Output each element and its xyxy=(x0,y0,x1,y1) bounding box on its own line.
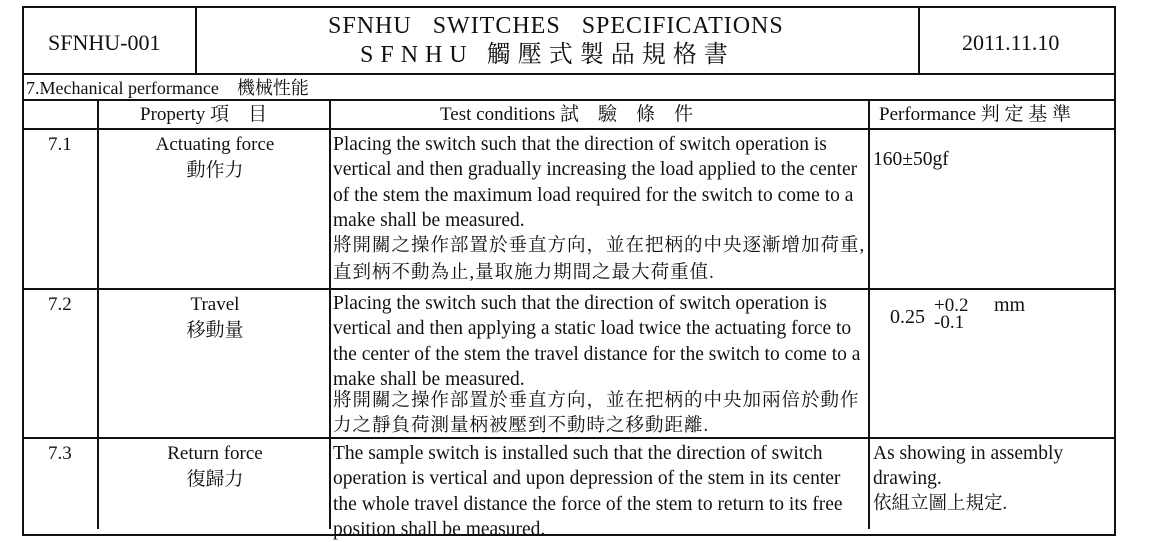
property-name-en: Actuating force xyxy=(155,134,275,155)
performance-value: As showing in assembly drawing. xyxy=(873,443,1064,489)
row-number: 7.3 xyxy=(48,443,72,464)
property-name-zh: 移動量 xyxy=(186,320,244,341)
test-conditions-zh: 將開關之操作部置於垂直方向，並在把柄的中央逐漸增加荷重,直到柄不動為止,量取施力期間之最大荷重值. xyxy=(333,236,866,283)
performance-value: 0.25 xyxy=(890,306,925,328)
test-conditions-en: Placing the switch such that the direction of switch operation is vertical and then applying a static load twice the actuating force to the center of the stem the travel distance for the switch to come to a make shall be measured. xyxy=(333,293,861,390)
performance-note-zh: 依組立圖上規定. xyxy=(873,494,1008,514)
performance-unit: mm xyxy=(994,294,1026,316)
test-conditions-en: Placing the switch such that the direction of switch operation is vertical and then gradually increasing the load applied to the center of the stem the maximum load required for the switch to come to a make shall be measured. xyxy=(333,134,858,231)
rule-header-code-divider xyxy=(195,6,197,74)
rule-row1-bottom xyxy=(22,288,1116,290)
document-title-zh: SFNHU 觸壓式製品規格書 xyxy=(360,42,735,68)
property-name-zh: 復歸力 xyxy=(186,469,244,490)
property-name-en: Travel xyxy=(190,294,240,315)
test-conditions-zh: 將開關之操作部置於垂直方向，並在把柄的中央加兩倍於動作力之靜負荷測量柄被壓到不動時之移動距離. xyxy=(333,391,860,436)
document-date: 2011.11.10 xyxy=(962,30,1060,55)
rule-test-divider xyxy=(868,99,870,529)
column-header-property: Property 項 目 xyxy=(140,104,268,125)
rule-header-date-divider xyxy=(918,6,920,74)
column-header-performance: Performance 判 定 基 準 xyxy=(879,104,1072,125)
row-number: 7.2 xyxy=(48,294,72,315)
column-header-test: Test conditions 試 驗 條 件 xyxy=(440,104,694,125)
performance-tolerance-plus: +0.2 xyxy=(934,295,969,316)
test-conditions-en: The sample switch is installed such that the direction of switch operation is vertical and upon depression of the stem in its center the whole travel distance the force of the stem to return to its free position shall be measured. xyxy=(333,443,843,540)
performance-tolerance-minus: -0.1 xyxy=(934,312,965,333)
document-code: SFNHU-001 xyxy=(48,30,161,55)
section-title: 7.Mechanical performance 機械性能 xyxy=(26,78,309,98)
property-name-zh: 動作力 xyxy=(186,160,244,181)
rule-colhead-bottom xyxy=(22,128,1116,130)
rule-header-bottom xyxy=(22,73,1116,75)
property-name-en: Return force xyxy=(167,443,263,464)
row-number: 7.1 xyxy=(48,134,72,155)
performance-value: 160±50gf xyxy=(873,149,949,170)
document-title-en: SFNHU SWITCHES SPECIFICATIONS xyxy=(328,13,784,39)
